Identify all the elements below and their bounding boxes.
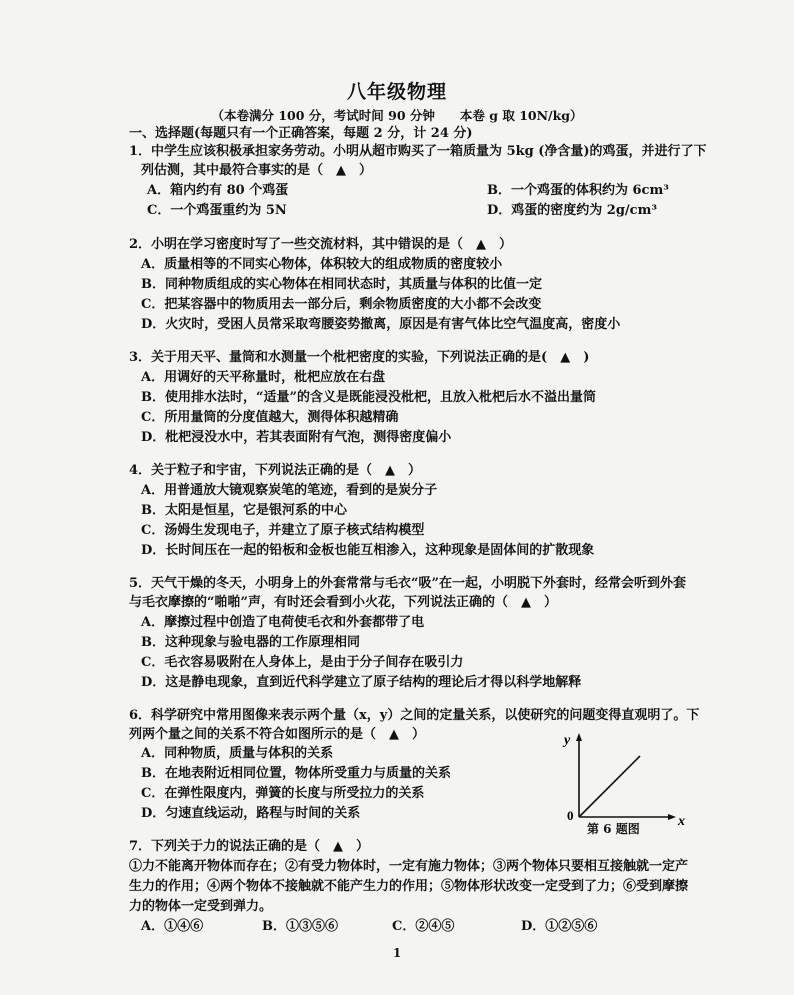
q6-option-c: C．在弹性限度内，弹簧的长度与所受拉力的关系 (141, 786, 425, 801)
exam-subtitle: （本卷满分 100 分，考试时间 90 分钟 本卷 g 取 10N/kg） (211, 108, 583, 123)
q5-option-a: A．摩擦过程中创造了电荷使毛衣和外套都带了电 (141, 615, 425, 630)
q7-statements-line3: 力的物体一定受到弹力。 (129, 899, 273, 914)
q6-stem-line1: 6．科学研究中常用图像来表示两个量（x，y）之间的定量关系，以使研究的问题变得直观明了。下 (129, 708, 700, 723)
q4-option-d: D．长时间压在一起的铅板和金板也能互相渗入，这种现象是固体间的扩散现象 (141, 543, 595, 558)
q4-option-c: C．汤姆生发现电子，并建立了原子核式结构模型 (141, 523, 425, 538)
proportional-line (579, 756, 640, 817)
q2-option-a: A．质量相等的不同实心物体，体积较大的组成物质的密度较小 (141, 257, 503, 272)
q7-statements-line1: ①力不能离开物体而存在；②有受力物体时，一定有施力物体；③两个物体只要相互接触就一定产 (129, 859, 689, 874)
q3-option-c: C．所用量筒的分度值越大，测得体积越精确 (141, 410, 399, 425)
y-axis-label: y (564, 733, 571, 748)
q3-option-b: B．使用排水法时，“适量”的含义是既能浸没枇杷，且放入枇杷后水不溢出量筒 (141, 390, 596, 405)
q5-option-d: D．这是静电现象，直到近代科学建立了原子结构的理论后才得以科学地解释 (141, 675, 582, 690)
q1-stem-line2: 列估测，其中最符合事实的是（ ▲ ） (141, 163, 372, 178)
q6-option-a: A．同种物质，质量与体积的关系 (141, 746, 334, 761)
q4-option-b: B．太阳是恒星，它是银河系的中心 (141, 503, 347, 518)
q7-option-a: A．①④⑥ (141, 919, 204, 934)
origin-label: 0 (567, 808, 574, 823)
q7-statements-line2: 生力的作用；④两个物体不接触就不能产生力的作用；⑤物体形状改变一定受到了力；⑥受到摩擦 (129, 879, 689, 894)
q4-stem: 4．关于粒子和宇宙，下列说法正确的是（ ▲ ） (129, 463, 422, 478)
q1-stem-line1: 1．中学生应该积极承担家务劳动。小明从超市购买了一箱质量为 5kg (净含量)的鸡蛋，并进行了下 (129, 144, 707, 159)
y-axis-arrow (576, 733, 582, 741)
q7-option-b: B．①③⑤⑥ (262, 919, 338, 934)
q2-option-c: C．把某容器中的物质用去一部分后，剩余物质密度的大小都不会改变 (141, 297, 542, 312)
q3-option-d: D．枇杷浸没水中，若其表面附有气泡，测得密度偏小 (141, 430, 452, 445)
q2-stem: 2．小明在学习密度时写了一些交流材料，其中错误的是（ ▲ ） (129, 237, 513, 252)
q6-option-d: D．匀速直线运动，路程与时间的关系 (141, 806, 361, 821)
q4-option-a: A．用普通放大镜观察炭笔的笔迹，看到的是炭分子 (141, 483, 438, 498)
q5-stem-line1: 5．天气干燥的冬天，小明身上的外套常常与毛衣“吸”在一起，小明脱下外套时，经常会听到外套 (129, 576, 687, 591)
q5-stem-line2: 与毛衣摩擦的“啪啪”声，有时还会看到小火花，下列说法正确的（ ▲ ） (129, 595, 557, 610)
q2-option-b: B．同种物质组成的实心物体在相同状态时，其质量与体积的比值一定 (141, 277, 542, 292)
exam-title: 八年级物理 (346, 81, 447, 103)
q5-option-b: B．这种现象与验电器的工作原理相同 (141, 635, 360, 650)
q6-figure-caption: 第 6 题图 (587, 822, 640, 836)
section-heading: 一、选择题(每题只有一个正确答案，每题 2 分，计 24 分) (129, 126, 473, 141)
q1-option-d: D．鸡蛋的密度约为 2g/cm³ (487, 203, 658, 218)
x-axis-arrow (668, 814, 676, 820)
q1-option-b: B．一个鸡蛋的体积约为 6cm³ (487, 183, 669, 198)
q3-stem: 3．关于用天平、量筒和水测量一个枇杷密度的实验，下列说法正确的是( ▲ ) (129, 350, 590, 365)
q7-stem: 7．下列关于力的说法正确的是（ ▲ ） (129, 839, 370, 854)
q6-stem-line2: 列两个量之间的关系不符合如图所示的是（ ▲ ） (129, 727, 425, 742)
q2-option-d: D．火灾时，受困人员常采取弯腰姿势撤离，原因是有害气体比空气温度高，密度小 (141, 317, 621, 332)
q5-option-c: C．毛衣容易吸附在人身体上，是由于分子间存在吸引力 (141, 655, 464, 670)
q1-option-c: C．一个鸡蛋重约为 5N (147, 203, 287, 218)
x-axis-label: x (678, 814, 685, 829)
q3-option-a: A．用调好的天平称量时，枇杷应放在右盘 (141, 370, 386, 385)
page-number: 1 (392, 946, 402, 960)
q1-option-a: A．箱内约有 80 个鸡蛋 (147, 183, 289, 198)
q6-option-b: B．在地表附近相同位置，物体所受重力与质量的关系 (141, 766, 451, 781)
q7-option-d: D．①②⑤⑥ (521, 919, 598, 934)
q7-option-c: C．②④⑤ (392, 919, 455, 934)
